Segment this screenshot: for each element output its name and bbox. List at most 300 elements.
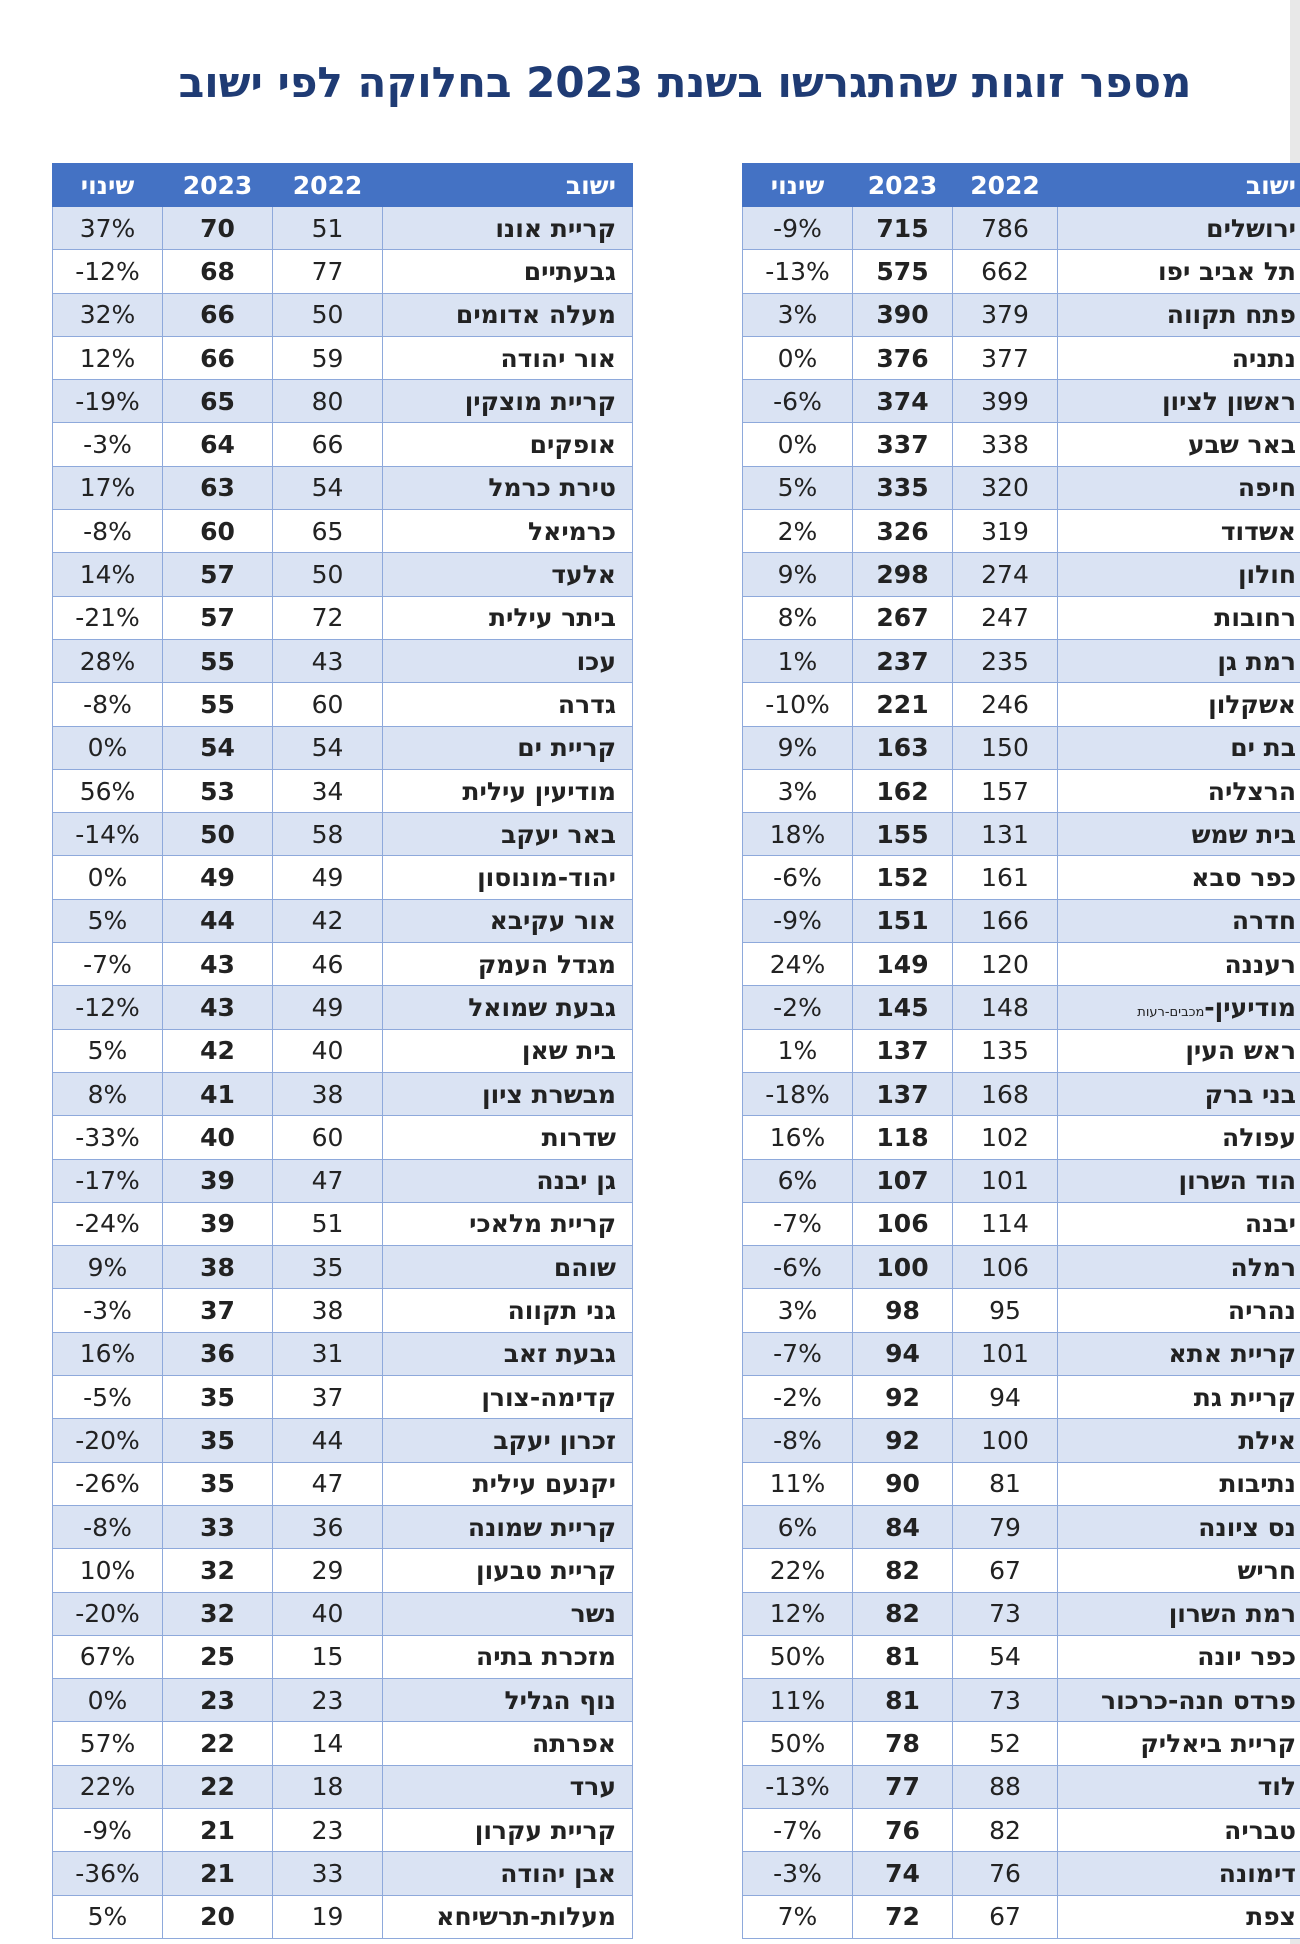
table-row: [53, 1289, 633, 1332]
value-2022-cell: [953, 1202, 1058, 1245]
city-cell: [1058, 1419, 1300, 1462]
value-2023-cell: [163, 1505, 273, 1548]
city-cell-text: נוף הגליל: [504, 1685, 616, 1715]
value-2023-cell: [853, 683, 953, 726]
value-2022-cell: [953, 813, 1058, 856]
change-cell: [743, 1592, 853, 1635]
change-cell: [743, 899, 853, 942]
value-2023-cell: [853, 986, 953, 1029]
value-2022-cell-text: 377: [981, 343, 1029, 373]
value-2023-cell: [163, 943, 273, 986]
change-cell: [743, 1419, 853, 1462]
city-cell: [383, 1895, 633, 1938]
city-cell-text: אילת: [1238, 1425, 1296, 1455]
change-cell: [53, 1159, 163, 1202]
value-2023-cell-text: 57: [200, 560, 235, 590]
value-2022-cell: [953, 1722, 1058, 1765]
change-cell: [53, 986, 163, 1029]
value-2023-cell-text: 163: [876, 733, 929, 763]
value-2022-cell-text: 379: [981, 300, 1029, 330]
change-cell-text: -6%: [773, 386, 822, 416]
value-2022-cell: [273, 1332, 383, 1375]
change-cell: [53, 207, 163, 250]
value-2023-cell-text: 25: [200, 1642, 235, 1672]
value-2022-cell: [953, 1072, 1058, 1115]
value-2023-cell: [853, 943, 953, 986]
city-cell-text: מעלות-תרשיחא: [436, 1902, 616, 1932]
change-cell-text: 0%: [87, 863, 128, 893]
city-cell-text: מבשרת ציון: [482, 1079, 616, 1109]
city-cell-text: נתיבות: [1219, 1469, 1296, 1499]
value-2022-cell-text: 320: [981, 473, 1029, 503]
change-cell: [743, 683, 853, 726]
value-2022-cell: [273, 1549, 383, 1592]
value-2022-cell: [273, 1202, 383, 1245]
change-cell-text: -17%: [75, 1166, 140, 1196]
value-2023-cell-text: 20: [200, 1902, 235, 1932]
value-2023-cell: [853, 1419, 953, 1462]
change-cell: [743, 769, 853, 812]
header-2022: 2022: [273, 164, 383, 207]
value-2022-cell: [273, 899, 383, 942]
value-2023-cell: [163, 1029, 273, 1072]
value-2023-cell-text: 44: [200, 906, 235, 936]
change-cell-text: 2%: [777, 516, 818, 546]
city-cell: [383, 986, 633, 1029]
value-2023-cell-text: 41: [200, 1079, 235, 1109]
change-cell-text: -12%: [75, 992, 140, 1022]
value-2022-cell-text: 35: [311, 1252, 344, 1282]
value-2022-cell: [953, 553, 1058, 596]
value-2022-cell-text: 29: [311, 1555, 344, 1585]
city-cell-text: בני ברק: [1204, 1079, 1296, 1109]
table-row: [743, 380, 1300, 423]
change-cell-text: -2%: [773, 1382, 822, 1412]
value-2022-cell-text: 49: [311, 992, 344, 1022]
value-2023-cell-text: 39: [200, 1166, 235, 1196]
table-row: [743, 1029, 1300, 1072]
value-2022-cell: [953, 1419, 1058, 1462]
city-cell: [383, 1549, 633, 1592]
change-cell: [53, 1808, 163, 1851]
change-cell-text: 50%: [769, 1729, 826, 1759]
city-cell: [1058, 769, 1300, 812]
change-cell: [53, 1895, 163, 1938]
change-cell: [743, 1895, 853, 1938]
value-2022-cell-text: 81: [989, 1469, 1021, 1499]
table-row: [743, 943, 1300, 986]
change-cell-text: 22%: [769, 1555, 826, 1585]
city-cell-text: יהוד-מונוסון: [477, 863, 616, 893]
value-2023-cell: [853, 899, 953, 942]
table-row: [53, 1592, 633, 1635]
value-2023-cell: [853, 553, 953, 596]
value-2023-cell: [163, 1376, 273, 1419]
value-2022-cell-text: 44: [311, 1425, 344, 1455]
value-2023-cell-text: 37: [200, 1296, 235, 1326]
change-cell-text: 5%: [87, 1902, 128, 1932]
value-2022-cell: [953, 899, 1058, 942]
change-cell-text: -26%: [75, 1469, 140, 1499]
value-2022-cell-text: 50: [311, 560, 344, 590]
city-cell-text: אלעד: [551, 560, 616, 590]
value-2023-cell-text: 40: [200, 1122, 235, 1152]
city-cell: [1058, 596, 1300, 639]
value-2022-cell-text: 43: [311, 646, 344, 676]
change-cell: [743, 1765, 853, 1808]
table-row: [743, 596, 1300, 639]
change-cell: [743, 336, 853, 379]
value-2023-cell: [853, 1116, 953, 1159]
value-2022-cell: [953, 769, 1058, 812]
value-2022-cell-text: 101: [981, 1166, 1029, 1196]
value-2022-cell: [273, 856, 383, 899]
value-2022-cell-text: 31: [311, 1339, 344, 1369]
value-2023-cell: [853, 1808, 953, 1851]
change-cell-text: 0%: [777, 430, 818, 460]
table-row: [743, 1246, 1300, 1289]
table-row: [53, 1765, 633, 1808]
city-cell: [383, 1246, 633, 1289]
city-cell-text: יבנה: [1244, 1209, 1296, 1239]
value-2023-cell: [853, 726, 953, 769]
change-cell: [53, 813, 163, 856]
header-2023: 2023: [163, 164, 273, 207]
city-cell: [1058, 423, 1300, 466]
city-cell-text: כפר סבא: [1191, 863, 1296, 893]
change-cell-text: 11%: [769, 1685, 826, 1715]
city-cell-text: גבעת זאב: [503, 1339, 616, 1369]
city-cell: [1058, 986, 1300, 1029]
city-cell: [1058, 639, 1300, 682]
value-2023-cell: [853, 423, 953, 466]
table-row: [743, 1289, 1300, 1332]
value-2023-cell: [163, 466, 273, 509]
table-row: [743, 769, 1300, 812]
value-2022-cell: [273, 1635, 383, 1678]
value-2022-cell-text: 100: [981, 1425, 1029, 1455]
table-header-row: [53, 164, 633, 207]
city-cell: [383, 1202, 633, 1245]
city-cell: [383, 1116, 633, 1159]
city-cell: [383, 250, 633, 293]
value-2023-cell: [163, 856, 273, 899]
value-2022-cell-text: 37: [311, 1382, 344, 1412]
value-2023-cell-text: 151: [876, 906, 929, 936]
city-cell-text: גן יבנה: [536, 1166, 616, 1196]
value-2023-cell: [163, 1679, 273, 1722]
change-cell-text: 9%: [777, 733, 818, 763]
city-cell-text: כפר יונה: [1197, 1642, 1296, 1672]
value-2022-cell-text: 106: [981, 1252, 1029, 1282]
value-2022-cell-text: 23: [311, 1815, 344, 1845]
value-2023-cell: [163, 899, 273, 942]
value-2022-cell: [953, 1462, 1058, 1505]
change-cell: [53, 1202, 163, 1245]
value-2023-cell-text: 42: [200, 1036, 235, 1066]
city-cell: [383, 1289, 633, 1332]
table-row: [53, 380, 633, 423]
city-cell-text: אשדוד: [1220, 516, 1296, 546]
table-header-row: [743, 164, 1300, 207]
table-row: [743, 1679, 1300, 1722]
value-2022-cell-text: 235: [981, 646, 1029, 676]
value-2023-cell-text: 90: [885, 1469, 920, 1499]
value-2022-cell-text: 94: [989, 1382, 1021, 1412]
value-2022-cell: [273, 726, 383, 769]
change-cell-text: -21%: [75, 603, 140, 633]
city-cell-text: אופקים: [529, 430, 616, 460]
table-row: [743, 553, 1300, 596]
value-2022-cell: [273, 943, 383, 986]
table-row: [743, 510, 1300, 553]
value-2023-cell: [853, 1852, 953, 1895]
city-cell-text: רמת גן: [1217, 646, 1296, 676]
city-cell: [1058, 1332, 1300, 1375]
value-2023-cell-text: 38: [200, 1252, 235, 1282]
city-cell-text: יקנעם עילית: [472, 1469, 616, 1499]
value-2023-cell-text: 106: [876, 1209, 929, 1239]
value-2023-cell-text: 221: [876, 689, 929, 719]
change-cell: [53, 293, 163, 336]
value-2022-cell-text: 14: [311, 1729, 344, 1759]
change-cell-text: 11%: [769, 1469, 826, 1499]
city-cell: [1058, 1505, 1300, 1548]
city-cell-text: רמלה: [1230, 1252, 1296, 1282]
city-cell: [383, 1505, 633, 1548]
change-cell-text: 0%: [87, 733, 128, 763]
value-2023-cell: [853, 380, 953, 423]
change-cell: [743, 510, 853, 553]
city-cell-text: קדימה-צורן: [481, 1382, 616, 1412]
value-2023-cell: [853, 1895, 953, 1938]
change-cell: [53, 1592, 163, 1635]
value-2023-cell: [853, 1722, 953, 1765]
value-2023-cell-text: 81: [885, 1642, 920, 1672]
value-2022-cell-text: 114: [981, 1209, 1029, 1239]
city-cell: [1058, 1072, 1300, 1115]
city-cell: [383, 1765, 633, 1808]
value-2022-cell: [273, 1852, 383, 1895]
value-2022-cell: [953, 1549, 1058, 1592]
change-cell-text: -7%: [83, 949, 132, 979]
change-cell-text: 37%: [79, 213, 136, 243]
change-cell: [743, 1852, 853, 1895]
table-row: [743, 1722, 1300, 1765]
change-cell-text: -6%: [773, 863, 822, 893]
change-cell-text: 10%: [79, 1555, 136, 1585]
value-2023-cell-text: 33: [200, 1512, 235, 1542]
change-cell-text: 28%: [79, 646, 136, 676]
table-row: [743, 639, 1300, 682]
value-2022-cell: [953, 986, 1058, 1029]
city-cell: [1058, 1462, 1300, 1505]
value-2023-cell: [853, 1505, 953, 1548]
table-row: [743, 1159, 1300, 1202]
city-cell-text: קריית גת: [1193, 1382, 1296, 1412]
value-2023-cell-text: 22: [200, 1772, 235, 1802]
header-change: שינוי: [53, 164, 163, 207]
change-cell: [743, 1722, 853, 1765]
value-2023-cell-text: 21: [200, 1815, 235, 1845]
table-row: [743, 1635, 1300, 1678]
city-cell-text: פתח תקווה: [1166, 300, 1296, 330]
table-row: [743, 1808, 1300, 1851]
change-cell-text: -33%: [75, 1122, 140, 1152]
header-2022: 2022: [953, 164, 1058, 207]
city-cell-text: דימונה: [1218, 1858, 1296, 1888]
value-2023-cell: [163, 1419, 273, 1462]
city-cell-text: קריית ים: [517, 733, 616, 763]
value-2022-cell-text: 80: [311, 386, 344, 416]
city-cell: [383, 1635, 633, 1678]
city-cell-text: הוד השרון: [1178, 1166, 1296, 1196]
city-cell-text: אשקלון: [1208, 689, 1296, 719]
change-cell: [743, 726, 853, 769]
table-row: [53, 1246, 633, 1289]
table-row: [53, 856, 633, 899]
value-2023-cell: [853, 1072, 953, 1115]
table-row: [743, 683, 1300, 726]
value-2022-cell: [953, 1289, 1058, 1332]
value-2022-cell-text: 166: [981, 906, 1029, 936]
change-cell: [743, 1332, 853, 1375]
value-2023-cell: [163, 1202, 273, 1245]
value-2023-cell: [853, 1246, 953, 1289]
value-2023-cell-text: 82: [885, 1599, 920, 1629]
value-2022-cell-text: 73: [989, 1685, 1021, 1715]
change-cell-text: 1%: [777, 646, 818, 676]
value-2022-cell: [953, 1332, 1058, 1375]
value-2022-cell-text: 60: [311, 1122, 344, 1152]
value-2022-cell: [953, 726, 1058, 769]
value-2023-cell: [163, 813, 273, 856]
change-cell: [743, 1159, 853, 1202]
city-cell-text: ראשון לציון: [1161, 386, 1296, 416]
value-2023-cell: [853, 1635, 953, 1678]
change-cell: [53, 1029, 163, 1072]
city-cell: [383, 1852, 633, 1895]
city-cell: [383, 1722, 633, 1765]
value-2023-cell: [163, 726, 273, 769]
table-row: [53, 1072, 633, 1115]
table-row: [743, 1072, 1300, 1115]
city-cell: [1058, 380, 1300, 423]
value-2023-cell: [163, 1246, 273, 1289]
city-cell: [383, 769, 633, 812]
value-2022-cell: [953, 1852, 1058, 1895]
table-row: [53, 293, 633, 336]
value-2023-cell-text: 35: [200, 1382, 235, 1412]
change-cell-text: -3%: [83, 430, 132, 460]
value-2023-cell: [853, 1549, 953, 1592]
city-cell: [1058, 683, 1300, 726]
city-cell: [1058, 899, 1300, 942]
change-cell-text: 3%: [777, 300, 818, 330]
value-2023-cell-text: 100: [876, 1252, 929, 1282]
city-cell: [1058, 726, 1300, 769]
change-cell-text: 7%: [777, 1902, 818, 1932]
change-cell-text: 56%: [79, 776, 136, 806]
value-2023-cell-text: 92: [885, 1425, 920, 1455]
table-body: [53, 207, 633, 1939]
value-2023-cell: [163, 1332, 273, 1375]
change-cell: [743, 1549, 853, 1592]
city-cell-text: מודיעין-: [1204, 992, 1296, 1022]
change-cell-text: -7%: [773, 1339, 822, 1369]
city-cell: [1058, 856, 1300, 899]
change-cell-text: -36%: [75, 1858, 140, 1888]
value-2022-cell: [953, 1808, 1058, 1851]
city-cell-text: חדרה: [1231, 906, 1296, 936]
value-2023-cell: [163, 1072, 273, 1115]
value-2022-cell: [273, 466, 383, 509]
city-cell: [383, 380, 633, 423]
city-cell-text: בת ים: [1230, 733, 1296, 763]
value-2023-cell-text: 39: [200, 1209, 235, 1239]
change-cell-text: 0%: [777, 343, 818, 373]
value-2022-cell: [273, 1895, 383, 1938]
city-cell-text: שדרות: [541, 1122, 616, 1152]
table-row: [53, 596, 633, 639]
value-2022-cell: [953, 250, 1058, 293]
value-2023-cell: [163, 1765, 273, 1808]
change-cell: [743, 943, 853, 986]
city-cell-text: נס ציונה: [1198, 1512, 1296, 1542]
city-cell-text: באר שבע: [1187, 430, 1296, 460]
value-2023-cell-text: 77: [885, 1772, 920, 1802]
value-2022-cell: [953, 207, 1058, 250]
change-cell: [743, 813, 853, 856]
header-2023: 2023: [853, 164, 953, 207]
change-cell: [53, 250, 163, 293]
city-cell-text: ביתר עילית: [488, 603, 616, 633]
city-cell-text: נהריה: [1227, 1296, 1296, 1326]
change-cell: [743, 1679, 853, 1722]
value-2022-cell: [273, 1116, 383, 1159]
change-cell: [743, 207, 853, 250]
city-cell-text: מזכרת בתיה: [476, 1642, 616, 1672]
city-cell: [1058, 1029, 1300, 1072]
value-2023-cell: [163, 293, 273, 336]
city-cell-text: קריית עקרון: [474, 1815, 616, 1845]
value-2022-cell-text: 319: [981, 516, 1029, 546]
city-cell: [383, 943, 633, 986]
city-cell: [383, 1462, 633, 1505]
city-cell-text: קריית שמונה: [467, 1512, 616, 1542]
value-2022-cell-text: 274: [981, 560, 1029, 590]
value-2023-cell-text: 107: [876, 1166, 929, 1196]
value-2022-cell-text: 102: [981, 1122, 1029, 1152]
city-cell: [383, 683, 633, 726]
change-cell: [53, 1635, 163, 1678]
change-cell: [53, 1419, 163, 1462]
value-2022-cell-text: 60: [311, 689, 344, 719]
change-cell: [53, 856, 163, 899]
value-2022-cell: [273, 250, 383, 293]
divorce-table-left: [52, 163, 633, 1939]
change-cell-text: 9%: [777, 560, 818, 590]
value-2023-cell-text: 162: [876, 776, 929, 806]
value-2023-cell-text: 68: [200, 256, 235, 286]
table-row: [743, 250, 1300, 293]
table-row: [743, 1549, 1300, 1592]
city-cell: [383, 1159, 633, 1202]
value-2022-cell-text: 79: [989, 1512, 1021, 1542]
value-2023-cell-text: 337: [876, 430, 929, 460]
value-2023-cell: [853, 336, 953, 379]
change-cell: [53, 1072, 163, 1115]
